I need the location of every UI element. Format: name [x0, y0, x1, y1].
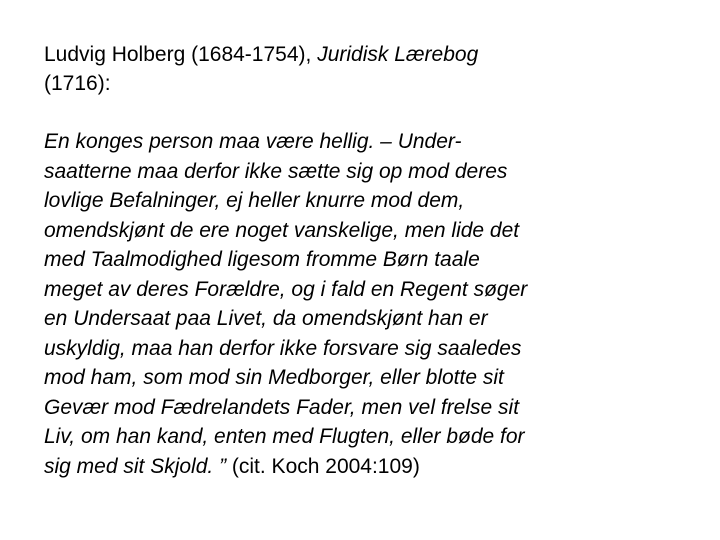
quote-text	[44, 127, 680, 481]
quote-line: uskyldig, maa han derfor ikke forsvare sig saaledes	[44, 336, 522, 360]
quote-line: mod ham, som mod sin Medborger, eller blotte sit	[44, 366, 504, 389]
quote-line: Liv, om han kand, enten med Flugten, eller bøde for	[44, 425, 525, 448]
quote-last-line	[44, 452, 680, 482]
citation: (cit. Koch 2004:109)	[226, 454, 420, 478]
heading-work-title: Juridisk Lærebog	[317, 43, 479, 66]
quote-line: Gevær mod Fædrelandets Fader, men vel frelse sit	[44, 395, 520, 419]
quote-line: en Undersaat paa Livet, da omendskjønt han er	[44, 307, 488, 330]
quote-line: lovlige Befalninger, ej heller knurre mod dem,	[44, 189, 465, 212]
quote-line: saatterne maa derfor ikke sætte sig op mod deres	[44, 159, 508, 183]
quote-line: meget av deres Forældre, og i fald en Regent søger	[44, 277, 528, 301]
heading-author: Ludvig Holberg (1684-1754),	[44, 43, 318, 66]
heading	[44, 40, 680, 98]
heading-year: (1716):	[44, 72, 111, 95]
quote-line: med Taalmodighed ligesom fromme Børn taale	[44, 248, 480, 271]
quote-line: omendskjønt de ere noget vanskelige, men lide det	[44, 218, 520, 242]
quote-line-end: sig med sit Skjold. ”	[44, 454, 227, 478]
quote-line: En konges person maa være hellig. – Under-	[44, 130, 462, 153]
